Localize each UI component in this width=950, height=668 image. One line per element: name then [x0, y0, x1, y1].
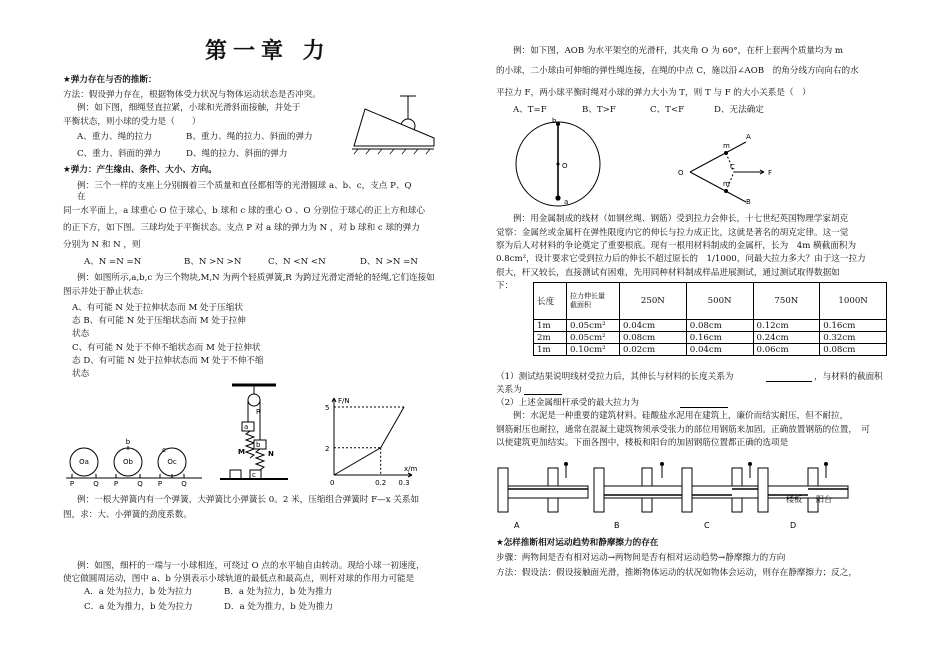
support-q-b: Q	[137, 480, 143, 488]
ex3-option-c-line3: 状态	[72, 369, 90, 379]
table-row	[534, 344, 887, 356]
block-a-label: a	[244, 423, 249, 431]
ex6-line3: 平拉力 F，两小球平衡时绳对小球的弹力大小为 T，则 T 与 F 的大小关系是（ ）	[496, 88, 811, 98]
option-label-a: A	[514, 521, 520, 530]
graph-x-label: x/m	[404, 465, 418, 473]
ex2-option-d: D、N >N =N	[360, 257, 418, 267]
angle-m-bottom-label: m	[723, 180, 730, 188]
ex2-option-c: C、N <N <N	[268, 257, 326, 267]
ex2-line3: 同一水平面上，a 球重心 O 位于球心，b 球和 c 球的重心 O 、O 分别位于球心的正上方和球心	[63, 206, 425, 216]
ex7-q2: （2）上述金属细杆承受的最大拉力为	[496, 398, 639, 408]
table-cell: 2m	[534, 332, 567, 344]
ex7-line1: 例：用金属制成的线材（如钢丝绳、钢筋）受到拉力会伸长，十七世纪英国物理学家胡克	[513, 214, 849, 224]
ex6-option-b: B、T>F	[582, 105, 616, 115]
angle-c-label: C	[730, 163, 735, 171]
table-row	[534, 332, 887, 344]
spring-n-label: N	[268, 450, 274, 458]
ex7-line2: 觉察：金属丝或金属杆在弹性限度内它的伸长与拉力成正比，这就是著名的胡克定律。这一觉	[496, 228, 849, 238]
graph-x-tick-03: 0.3	[398, 479, 410, 487]
support-q-c: Q	[181, 480, 187, 488]
ex7-q1-part2: ，与材料的截面积	[814, 372, 883, 382]
support-p-b: P	[113, 480, 119, 488]
ex2-line4: 的正下方，如下图。三球均处于平衡状态。支点 P 对 a 球的弹力为 N ，对 b 球和 c 球的弹力	[63, 223, 420, 233]
table-header-force: 250N	[620, 283, 687, 320]
angle-a-label: A	[746, 133, 751, 141]
steps-text: 步骤：两物间是否有相对运动→两物间是否有相对运动趋势→静摩擦力的方向	[496, 553, 786, 563]
ex2-option-b: B、N >N >N	[184, 257, 242, 267]
ex6-option-c: C、T<F	[650, 105, 685, 115]
ex5-line1: 例：如图，细杆的一端与一小球相连，可绕过 O 点的水平轴自由转动。现给小球一初速度，	[77, 561, 425, 571]
table-cell: 0.16cm	[686, 332, 753, 344]
table-cell: 0.06cm	[753, 344, 820, 356]
graph-x-tick-02: 0.2	[375, 479, 387, 487]
table-cell: 0.12cm	[753, 320, 820, 332]
section-heading-static-friction: ★怎样推断相对运动趋势和静摩擦力的存在	[496, 538, 659, 548]
ex5-option-a: A．a 处为拉力，b 处为拉力	[84, 587, 193, 597]
table-cell: 0.02cm	[620, 344, 687, 356]
angle-m-top-label: m	[723, 142, 730, 150]
method-text: 方法：假设弹力存在，根据物体受力状况与物体运动状态是否冲突。	[63, 90, 321, 100]
table-row	[534, 320, 887, 332]
graph-y-label: F/N	[338, 397, 350, 405]
ex3-option-a-line3: 状态	[72, 329, 90, 339]
ex2-option-a: A、N =N =N	[84, 257, 142, 267]
table-header-force: 500N	[686, 283, 753, 320]
ex8-line2: 钢筋耐压也耐拉，通常在混凝土建筑物须承受张力的部位用钢筋来加固。正确放置钢筋的位置， 可	[496, 425, 870, 435]
ball-b-top-label: b	[125, 438, 131, 446]
ex7-q1-part3: 关系为	[496, 385, 522, 395]
ex1-option-d: D、绳的拉力、斜面的弹力	[186, 149, 288, 159]
angle-b-label: B	[746, 198, 751, 206]
table-cell: 0.16cm	[820, 320, 887, 332]
answer-blank-2[interactable]	[524, 394, 562, 395]
ex1-option-c: C、重力、斜面的弹力	[77, 149, 161, 159]
ex3-option-c-line1: C、有可能 N 处于不伸不缩状态而 M 处于拉伸状	[72, 343, 261, 353]
spring-m-label: M	[238, 448, 245, 456]
answer-blank-3[interactable]	[680, 407, 728, 408]
table-cell: 0.08cm	[820, 344, 887, 356]
support-p-c: P	[157, 480, 163, 488]
table-cell: 0.10cm²	[567, 344, 620, 356]
graph-y-tick-2: 2	[325, 444, 330, 453]
table-cell: 0.32cm	[820, 332, 887, 344]
support-p-a: P	[69, 480, 75, 488]
ex1-question-line1: 例：如下图，细绳竖直拉紧，小球和光滑斜面接触，并处于	[77, 103, 301, 113]
table-cell: 0.05cm²	[567, 332, 620, 344]
ex7-line3: 察为后人对材料的争论奠定了重要根底。现有一根用材料制成的金属杆，长为 4m 横截面积为	[496, 241, 857, 251]
support-q-a: Q	[93, 480, 99, 488]
graph-y-tick-5: 5	[325, 404, 330, 412]
ex3-option-c-line2: 态 D、有可能 N 处于拉伸状态而 M 处于不伸不缩	[72, 356, 264, 366]
angle-rods-figure	[676, 128, 786, 204]
angle-f-label: F	[768, 169, 773, 177]
ball-a-label: Oa	[79, 458, 89, 466]
table-header-corner	[567, 283, 620, 320]
ball-c-top-label: c	[162, 446, 166, 454]
graph-x-tick-0: 0	[330, 479, 335, 487]
building-diagrams	[496, 456, 856, 532]
section-heading-elastic-force: ★弹力：产生缘由、条件、大小、方向。	[63, 165, 217, 175]
table-cell: 1m	[534, 344, 567, 356]
circle-rod-figure	[512, 117, 602, 208]
circle-b-label: b	[552, 117, 557, 125]
ex8-line1: 例：水泥是一种重要的建筑材料。硅酸盐水泥用在建筑上，廉价而结实耐压，但不耐拉，	[513, 411, 849, 421]
ex3-option-a-line2: 态 B、有可能 N 处于压缩状态而 M 处于拉伸	[72, 316, 246, 326]
option-label-b: B	[614, 521, 620, 530]
ex5-line2: 使它做圆周运动，图中 a、b 分别表示小球轨道的最低点和最高点，则杆对球的作用力可能是	[63, 574, 415, 584]
ex1-option-a: A、重力、绳的拉力	[77, 132, 152, 142]
pulley-springs-figure	[218, 382, 298, 487]
table-cell: 0.05cm²	[567, 320, 620, 332]
block-c-label: c	[252, 471, 256, 479]
ex2-line5: 分别为 N 和 N ，则	[63, 240, 141, 250]
option-label-c: C	[704, 521, 710, 530]
graph-series-line	[334, 407, 404, 475]
ball-b-label: Ob	[123, 458, 133, 466]
ex5-option-b: B．a 处为拉力，b 处为推力	[224, 587, 333, 597]
block-b-label: b	[256, 441, 261, 449]
table-cell: 0.08cm	[686, 320, 753, 332]
three-balls-figure	[66, 438, 202, 488]
f-x-graph	[312, 393, 432, 489]
answer-blank-1[interactable]	[766, 381, 812, 382]
table-cell: 1m	[534, 320, 567, 332]
balcony-label: 阳台	[816, 495, 832, 504]
ex1-option-b: B、重力、绳的拉力、斜面的弹力	[186, 132, 313, 142]
ex7-q1-part1: （1）测试结果说明线材受拉力后，其伸长与材料的长度关系为	[496, 372, 734, 382]
table-cell: 0.04cm	[620, 320, 687, 332]
section-heading-elastic-existence: ★弹力存在与否的推断：	[63, 75, 157, 85]
ex4-line1: 例：一根大弹簧内有一个弹簧，大弹簧比小弹簧长 0。2 米，压缩组合弹簧时 F—x 关系如	[77, 495, 420, 505]
circle-a-label: a	[564, 198, 569, 206]
ex3-line1: 例：如图所示,a,b,c 为三个物块,M,N 为两个轻质弹簧,R 为跨过光滑定滑轮的轻绳,它们连接如	[77, 273, 435, 283]
table-header-force: 750N	[753, 283, 820, 320]
ex7-line4: 0.8cm²，设计要求它受到拉力后的伸长不超过原长的 1/1000，问最大拉力多大？由于这一拉力	[496, 254, 866, 264]
ex6-line1: 例：如下图，AOB 为水平架空的光滑杆，其夹角 O 为 60°，在杆上套两个质量均为 m	[513, 46, 844, 56]
table-cell: 0.08cm	[620, 332, 687, 344]
ex6-line2: 的小球，二小球由可伸缩的弹性绳连接，在绳的中点 C，施以沿∠AOB 的角分线方向向右的水	[496, 66, 859, 76]
ex1-question-line2: 平衡状态，则小球的受力是（ ）	[63, 117, 201, 127]
test-data-table	[533, 282, 887, 356]
ex5-option-c: C．a 处为推力，b 处为拉力	[84, 602, 193, 612]
table-header-force: 1000N	[820, 283, 887, 320]
pulley-r-label: R	[256, 408, 261, 416]
option-label-d: D	[790, 521, 797, 530]
ex8-line3: 以使建筑更加结实。下面各图中，楼板和阳台的加固钢筋位置都正确的选项是	[496, 438, 789, 448]
ex3-option-a-line1: A、有可能 N 处于拉伸状态而 M 处于压缩状	[72, 303, 243, 313]
table-cell: 0.24cm	[753, 332, 820, 344]
angle-o-label: O	[678, 169, 684, 177]
ex3-line2: 图示并处于静止状态:	[63, 287, 144, 297]
page-title: 第一章 力	[205, 38, 331, 64]
table-header-length: 长度	[534, 283, 567, 320]
ball-c-label: Oc	[167, 458, 177, 466]
ex5-option-d: D．a 处为推力，b 处为推力	[224, 602, 333, 612]
table-header-area: 截面积	[570, 301, 591, 309]
friction-method-text: 方法：假设法：假设接触面光滑，推断物体运动的状况如物体会运动，则存在静摩擦力；反之，	[496, 568, 857, 578]
ex7-line5: 很大，杆又较长，直接测试有困难，先用同种材料制成样品进展测试，通过测试取得数据如	[496, 268, 840, 278]
ex6-option-a: A、T=F	[513, 105, 547, 115]
ex4-line2: 图，求：大、小弹簧的劲度系数。	[63, 510, 192, 520]
floor-label: 楼板	[786, 495, 802, 504]
table-cell: 0.04cm	[686, 344, 753, 356]
ex2-line2: 在	[77, 192, 86, 202]
table-header-row	[534, 283, 887, 320]
ex2-line1: 例：三个一样的支座上分别搁着三个质量和直径都相等的光滑圆球 a、b、c，支点 P、Q	[77, 181, 412, 191]
circle-o-label: O	[562, 162, 568, 170]
incline-ball-figure	[348, 96, 438, 156]
ex6-option-d: D、无法确定	[714, 105, 764, 115]
ex7-line6: 下：	[496, 281, 514, 291]
table-header-corner-text: 拉力伸长量	[570, 292, 605, 300]
